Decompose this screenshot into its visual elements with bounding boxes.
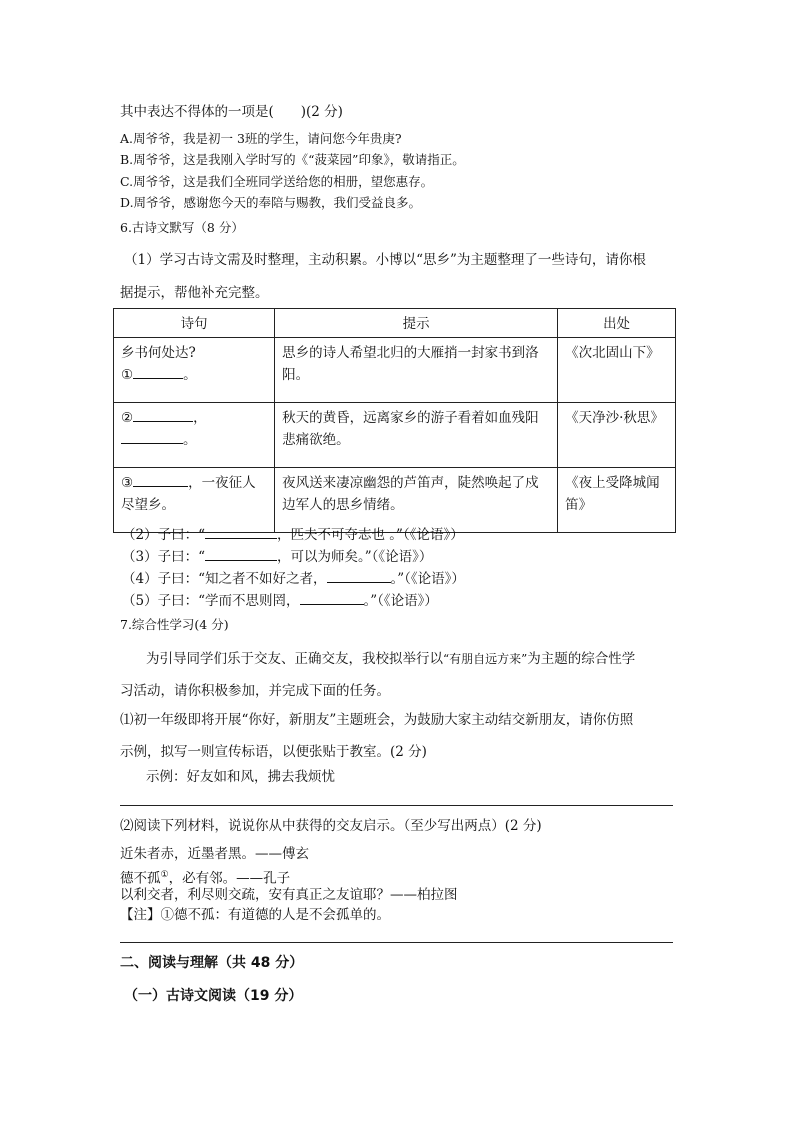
verse-cell (114, 338, 275, 403)
q6-item-3: （3）子曰：“ ，可以为师矣。”（《论语》） (122, 546, 432, 566)
quote-fu-xuan: 近朱者赤，近墨者黑。——傅玄 (120, 846, 309, 862)
q5-option-c: C.周爷爷，这是我们全班同学送给您的相册，望您惠存。 (120, 174, 434, 189)
answer-blank[interactable] (327, 568, 391, 583)
q5-option-d: D.周爷爷，感谢您今天的奉陪与赐教，我们受益良多。 (120, 195, 422, 210)
q5-option-b: B.周爷爷，这是我刚入学时写的《“菠菜园”印象》，敬请指正。 (120, 152, 465, 167)
q7-example: 示例：好友如和风，拂去我烦忧 (146, 769, 335, 785)
table-row (114, 468, 676, 533)
q6-part1-line2: 据提示，帮他补充完整。 (120, 285, 269, 301)
q7-sub2: ⑵阅读下列材料，说说你从中获得的交友启示。（至少写出两点）(2 分) (120, 818, 542, 834)
q6-item-2: （2）子曰：“ ，匹夫不可夺志也 。”（《论语》） (122, 524, 464, 544)
q5-stem: 其中表达不得体的一项是( )(2 分) (120, 104, 343, 120)
verse-line: 尽望乡。 (121, 497, 175, 513)
hint-cell: 夜风送来凄凉幽怨的芦笛声，陡然唤起了戍边军人的思乡情绪。 (275, 468, 558, 533)
answer-blank[interactable] (133, 472, 188, 487)
table-row (114, 403, 676, 468)
header-verse: 诗句 (114, 309, 275, 338)
verse-line: ② ， (121, 407, 267, 429)
answer-blank[interactable] (133, 364, 183, 379)
q7-intro-line2: 习活动，请你积极参加，并完成下面的任务。 (120, 683, 390, 699)
table-row (114, 338, 676, 403)
source-cell: 《天净沙·秋思》 (558, 403, 676, 468)
answer-line[interactable] (120, 805, 673, 806)
q7-sub1-line2: 示例，拟写一则宣传标语，以便张贴于教室。(2 分) (120, 744, 427, 760)
verse-line: ③ ，一夜征人 (121, 472, 267, 494)
answer-line[interactable] (120, 942, 673, 943)
quote-plato: 以利交者，利尽则交疏，安有真正之友谊耶？——柏拉图 (120, 887, 458, 903)
header-source: 出处 (558, 309, 676, 338)
quote-confucius: 德不孤①，必有邻。——孔子 (120, 870, 291, 887)
source-cell: 《夜上受降城闻笛》 (558, 468, 676, 533)
q6-title: 6.古诗文默写（8 分） (120, 220, 244, 235)
verse-line: 乡书何处达? (121, 345, 196, 361)
header-hint: 提示 (275, 309, 558, 338)
poem-table (113, 308, 676, 533)
q7-note: 【注】①德不孤：有道德的人是不会孤单的。 (120, 907, 390, 923)
answer-blank[interactable] (121, 429, 183, 444)
section-2-title: 二、阅读与理解（共 48 分） (120, 955, 304, 971)
verse-line: 。 (121, 429, 267, 451)
verse-cell (114, 403, 275, 468)
q7-sub1-line1: ⑴初一年级即将开展“你好，新朋友”主题班会，为鼓励大家主动结交新朋友，请你仿照 (120, 712, 634, 728)
q7-title: 7.综合性学习(4 分) (120, 617, 229, 632)
q5-option-a: A.周爷爷，我是初一 3班的学生，请问您今年贵庚? (120, 131, 402, 146)
q6-part1-line1: （1）学习古诗文需及时整理，主动积累。小博以“思乡”为主题整理了一些诗句，请你根 (124, 252, 646, 268)
hint-cell: 秋天的黄昏，远离家乡的游子看着如血残阳悲痛欲绝。 (275, 403, 558, 468)
answer-blank[interactable] (133, 407, 193, 422)
q6-item-4: （4）子曰：“知之者不如好之者， 。”（《论语》） (122, 568, 465, 588)
q6-item-5: （5）子曰：“学而不思则罔， 。”（《论语》） (122, 590, 438, 610)
verse-line: ① 。 (121, 364, 267, 386)
answer-blank[interactable] (300, 590, 364, 605)
hint-cell: 思乡的诗人希望北归的大雁捎一封家书到洛阳。 (275, 338, 558, 403)
q7-intro-line1: 为引导同学们乐于交友、正确交友，我校拟举行以“有朋自远方来”为主题的综合性学 (146, 651, 636, 667)
verse-cell (114, 468, 275, 533)
section-2-subtitle: （一）古诗文阅读（19 分） (124, 988, 303, 1004)
source-cell: 《次北固山下》 (558, 338, 676, 403)
answer-blank[interactable] (205, 546, 277, 561)
answer-blank[interactable] (205, 524, 277, 539)
